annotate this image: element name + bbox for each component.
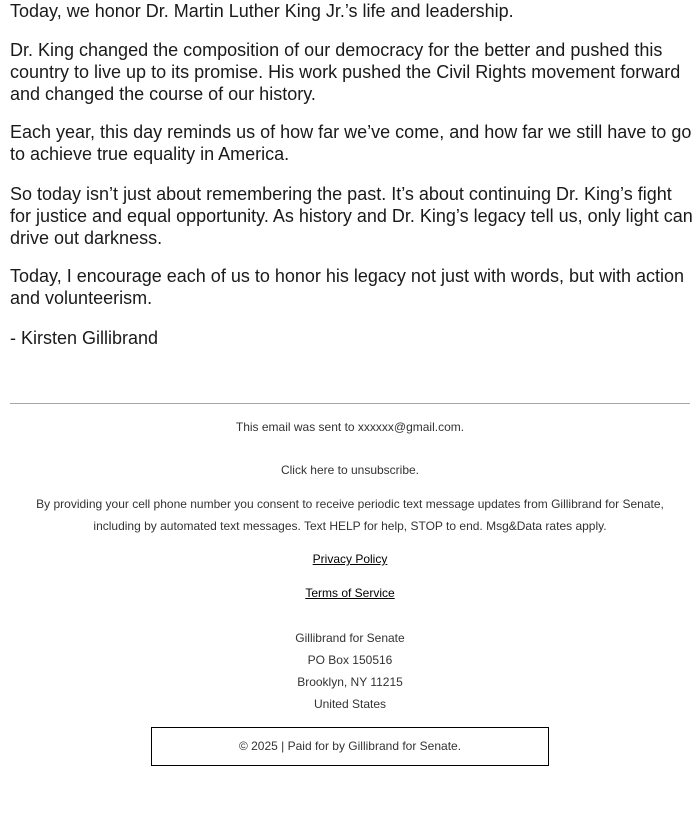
paragraph-encourage: Today, I encourage each of us to honor his legacy not just with words, but with action and volunteerism. <box>10 266 685 308</box>
unsubscribe-link[interactable]: Click here to unsubscribe. <box>280 463 420 477</box>
sent-to-notice <box>0 416 700 438</box>
sent-to-suffix: . <box>460 420 465 434</box>
address-po-box: PO Box 150516 <box>307 653 393 667</box>
paragraph-equality: Each year, this day reminds us of how far we’ve come, and how far we still have to go to achieve true equality in America. <box>10 122 692 164</box>
address-city: Brooklyn, NY 11215 <box>297 675 403 689</box>
paragraph-democracy: Dr. King changed the composition of our democracy for the better and pushed this country to live up to its promise. His work pushed the Civil Rights movement forward and changed the course of our history. <box>10 40 681 104</box>
paid-for-disclaimer: © 2025 | Paid for by Gillibrand for Senate. <box>151 727 549 766</box>
paragraph-intro: Today, we honor Dr. Martin Luther King Jr.’s life and leadership. <box>10 1 514 21</box>
sent-to-prefix: This email was sent to <box>235 420 358 434</box>
consent-line-1: By providing your cell phone number you consent to receive periodic text message updates from Gillibrand for Senate, <box>36 497 664 511</box>
terms-of-service-link[interactable]: Terms of Service <box>305 586 395 600</box>
paragraph-justice: So today isn’t just about remembering the past. It’s about continuing Dr. King’s fight for justice and equal opportunity. As history and Dr. King’s legacy tell us, only light can drive out darkness. <box>10 184 693 248</box>
consent-line-2: including by automated text messages. Text HELP for help, STOP to end. Msg&Data rates apply. <box>93 519 607 533</box>
sms-consent <box>0 493 700 537</box>
sent-to-email: xxxxxx@gmail.com <box>357 420 461 434</box>
privacy-row <box>0 548 700 570</box>
mailing-address <box>0 627 700 715</box>
address-org: Gillibrand for Senate <box>295 631 405 645</box>
address-country: United States <box>313 697 387 711</box>
footer-divider <box>10 403 690 404</box>
signature: - Kirsten Gillibrand <box>10 328 159 348</box>
unsubscribe-row <box>0 459 700 481</box>
terms-row <box>0 582 700 604</box>
privacy-policy-link[interactable]: Privacy Policy <box>312 552 388 566</box>
